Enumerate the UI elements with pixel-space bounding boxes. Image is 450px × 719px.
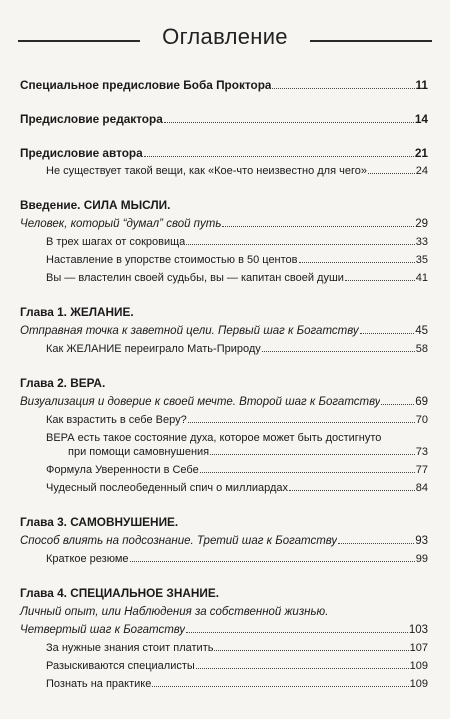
toc-page-number: 33 (415, 236, 428, 248)
dot-leader (186, 235, 414, 245)
toc-page-number: 24 (415, 165, 428, 177)
section-heading-introduction: Введение. СИЛА МЫСЛИ. (20, 198, 171, 212)
toc-subentry[interactable] (20, 342, 428, 356)
dot-leader (152, 677, 408, 687)
toc-page-number: 69 (415, 396, 428, 408)
dot-leader (360, 324, 415, 334)
toc-entry-title: Предисловие редактора (20, 112, 163, 126)
toc-page-number: 77 (415, 464, 428, 476)
toc-subentry[interactable] (20, 235, 428, 249)
toc-page-number: 14 (414, 112, 428, 126)
toc-entry-title: Способ влиять на подсознание. Третий шаг к Богатству (20, 535, 338, 547)
toc-entry-title: Визуализация и доверие к своей мечте. Второй шаг к Богатству (20, 396, 381, 408)
toc-subentry-wrapped-line[interactable]: ВЕРА есть такое состояние духа, которое может быть достигнуто (46, 432, 382, 444)
dot-leader (338, 534, 414, 544)
dot-leader (381, 395, 414, 405)
toc-entry[interactable] (20, 534, 428, 548)
section-heading-chapter-1: Глава 1. ЖЕЛАНИЕ. (20, 305, 134, 319)
toc-page-number: 109 (409, 678, 428, 690)
dot-leader (144, 147, 414, 157)
dot-leader (262, 342, 415, 352)
toc-page-number: 93 (415, 535, 428, 547)
toc-entry[interactable] (20, 395, 428, 409)
toc-subentry[interactable] (20, 164, 428, 178)
section-heading-chapter-4: Глава 4. СПЕЦИАЛЬНОЕ ЗНАНИЕ. (20, 586, 220, 600)
toc-entry-title: Как взрастить в себе Веру? (46, 414, 187, 426)
toc-entry[interactable] (20, 324, 428, 338)
dot-leader (164, 113, 414, 123)
toc-entry-title: Разыскиваются специалисты (46, 660, 195, 672)
toc-page-number: 107 (409, 642, 428, 654)
toc-entry[interactable] (20, 217, 428, 231)
toc-entry-title: Чудесный послеобеденный спич о миллиардах (46, 482, 289, 494)
toc-page-number: 35 (415, 254, 428, 266)
toc-entry-proctor-preface[interactable] (20, 78, 428, 92)
toc-page-number: 29 (415, 218, 428, 230)
dot-leader (368, 164, 415, 174)
toc-page-number: 73 (415, 446, 428, 458)
toc-entry-title: Предисловие автора (20, 146, 143, 160)
toc-page-number: 41 (415, 272, 428, 284)
toc-entry-title: Познать на практике (46, 678, 152, 690)
toc-page-number: 109 (409, 660, 428, 672)
toc-page-number: 11 (415, 78, 428, 92)
toc-page-number: 21 (414, 146, 428, 160)
toc-entry-title: Наставление в упорстве стоимостью в 50 центов (46, 254, 298, 266)
dot-leader (272, 79, 414, 89)
toc-entry-author-preface[interactable] (20, 146, 428, 160)
toc-entry-title: Отправная точка к заветной цели. Первый шаг к Богатству (20, 325, 359, 337)
section-heading-chapter-2: Глава 2. ВЕРА. (20, 376, 106, 390)
dot-leader (130, 552, 415, 562)
toc-entry-title: Формула Уверенности в Себе (46, 464, 199, 476)
toc-page-number: 103 (408, 624, 428, 636)
dot-leader (196, 659, 409, 669)
dot-leader (222, 217, 414, 227)
dot-leader (200, 463, 415, 473)
toc-entry-title: Человек, который “думал” свой путь (20, 218, 222, 230)
dot-leader (345, 271, 415, 281)
toc-subentry[interactable] (20, 659, 428, 673)
toc-entry-wrapped-line[interactable]: Личный опыт, или Наблюдения за собственной жизнью. (20, 606, 329, 618)
toc-entry-title: Четвертый шаг к Богатству (20, 624, 186, 636)
page-header (18, 22, 432, 52)
toc-page-number: 70 (415, 414, 428, 426)
toc-subentry[interactable] (20, 552, 428, 566)
toc-entry-title: В трех шагах от сокровища (46, 236, 186, 248)
toc-subentry[interactable] (20, 641, 428, 655)
toc-subentry[interactable] (20, 445, 428, 459)
table-of-contents (20, 78, 428, 691)
toc-entry-title: За нужные знания стоит платить (46, 642, 214, 654)
toc-page-number: 84 (415, 482, 428, 494)
toc-entry-title: Как ЖЕЛАНИЕ переиграло Мать-Природу (46, 343, 261, 355)
dot-leader (214, 641, 408, 651)
toc-subentry[interactable] (20, 253, 428, 267)
toc-subentry[interactable] (20, 271, 428, 285)
toc-entry-title: Вы — властелин своей судьбы, вы — капитан своей души (46, 272, 344, 284)
toc-entry-title: при помощи самовнушения (68, 446, 210, 458)
toc-subentry[interactable] (20, 677, 428, 691)
toc-entry-editor-preface[interactable] (20, 112, 428, 126)
toc-page-number: 58 (415, 343, 428, 355)
section-heading-chapter-3: Глава 3. САМОВНУШЕНИЕ. (20, 515, 179, 529)
toc-page-number: 99 (415, 553, 428, 565)
toc-subentry[interactable] (20, 463, 428, 477)
dot-leader (210, 445, 415, 455)
header-rule-right (310, 40, 432, 42)
dot-leader (299, 253, 415, 263)
toc-entry-title: Краткое резюме (46, 553, 129, 565)
toc-entry-title: Не существует такой вещи, как «Кое-что неизвестно для чего» (46, 165, 367, 177)
toc-entry-title: Специальное предисловие Боба Проктора (20, 78, 272, 92)
dot-leader (188, 413, 415, 423)
dot-leader (186, 623, 408, 633)
page-title: Оглавление (162, 24, 288, 49)
toc-entry[interactable] (20, 623, 428, 637)
toc-page-number: 45 (415, 325, 428, 337)
dot-leader (289, 481, 415, 491)
toc-subentry[interactable] (20, 481, 428, 495)
toc-subentry[interactable] (20, 413, 428, 427)
